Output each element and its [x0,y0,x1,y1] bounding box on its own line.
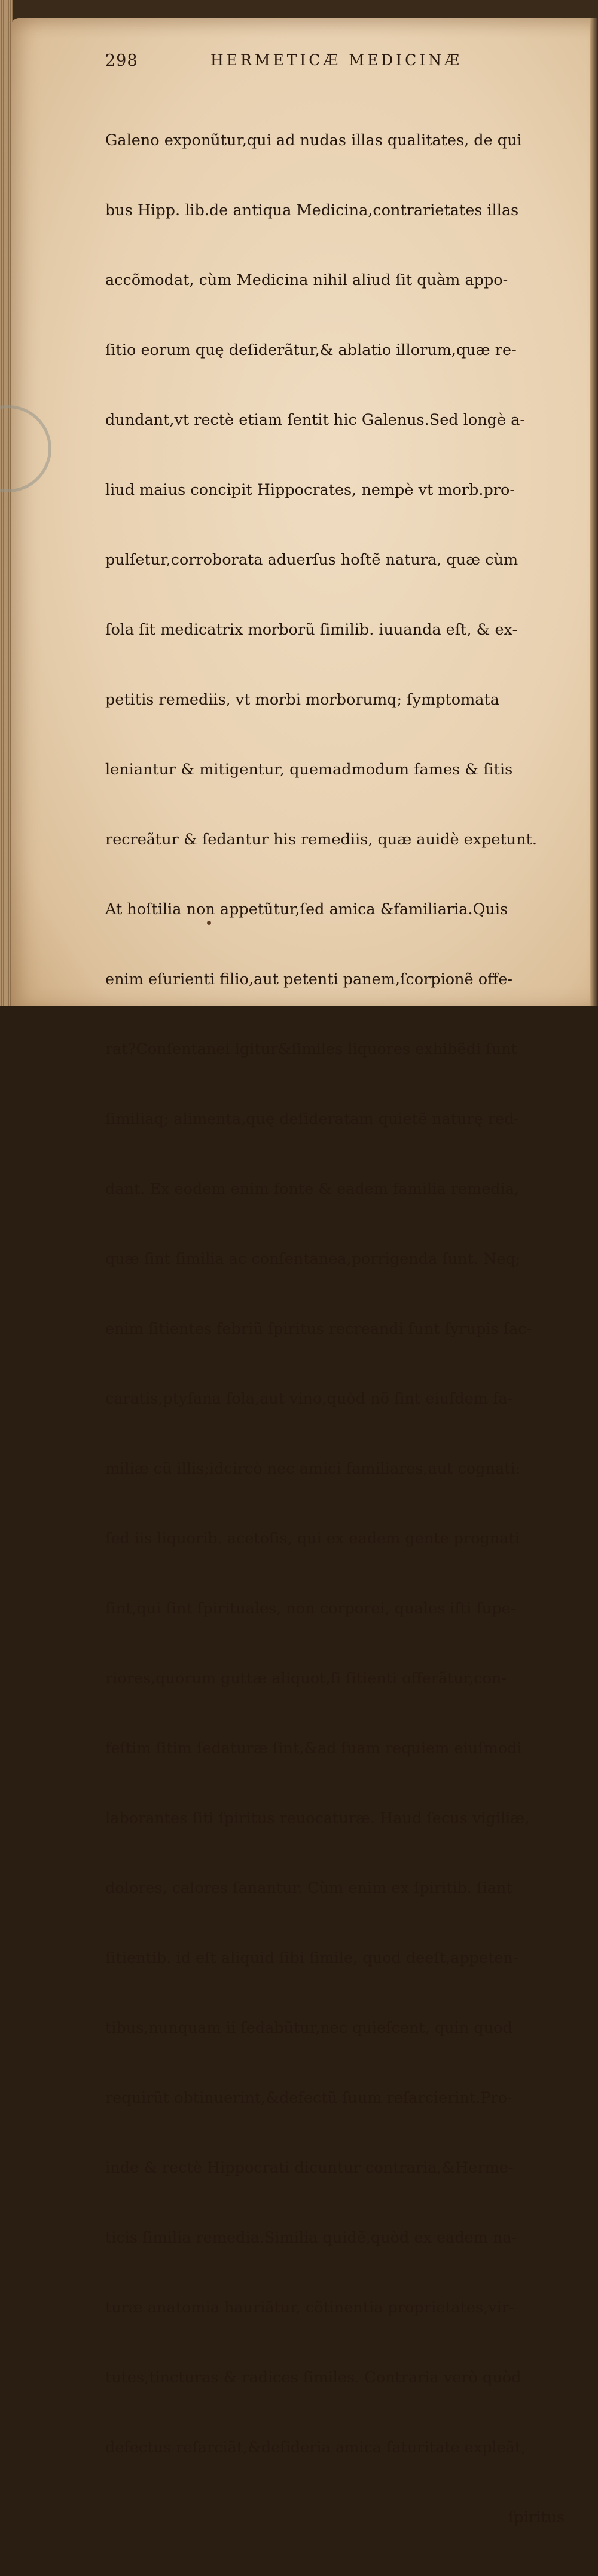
page-header [105,49,488,73]
text-line: leniantur & mitigentur, quemadmodum fames & ſitis [105,761,513,779]
text-line: Galeno exponũtur,qui ad nudas illas qualitates, de qui [105,131,522,149]
text-line: liud maius concipit Hippocrates, nempè vt morb.pro- [105,481,515,499]
text-line: laborantes ſiti ſpiritus reuocaturæ. Haud ſecus vigiliæ, [105,1809,530,1827]
text-line: bus Hipp. lib.de antiqua Medicina,contrarietates illas [105,201,519,219]
text-line: riores,quorum guttæ aliquot,ſi ſitienti offerãtur,con- [105,1670,507,1687]
page-gutter [590,18,598,1006]
text-line: ſint,qui ſint ſpirituales, non corporei, quales iſti ſupe- [105,1600,516,1618]
text-line: enim eſurienti filio,aut petenti panem,ſcorpionẽ offe- [105,970,512,988]
catchword: ſpiritus [508,2508,565,2526]
running-title: HERMETICÆ MEDICINÆ [210,51,463,69]
text-line: turæ anatomia hauriãtur, cõtinentia proprietates,vir- [105,2299,514,2317]
text-line: requirũt obtinuerint,&defectũ ſuum reſarcierint.Pro- [105,2089,512,2107]
text-line: enim ſitientes febriũ ſpiritus recreandi ſunt ſyrupis ſac- [105,1320,532,1338]
text-line: accõmodat, cùm Medicina nihil aliud ſit quàm appo- [105,271,508,289]
text-line: tibus,nunquam ii ſedabũtur,nec quieſcent, quin quod [105,2019,512,2037]
text-line: recreãtur & ſedantur his remediis, quæ auidè expetunt. [105,831,537,849]
body-text [105,82,567,2576]
text-line: ſimiliaq; alimenta,quę deſideratam quietẽ naturę red- [105,1110,520,1128]
text-line: dundant,vt rectè etiam ſentit hic Galenus.Sed longè a- [105,411,526,429]
text-line: feſtim ſitim ſedaturæ ſint,&ad ſuam requiem eiuſmodi [105,1739,522,1757]
page-number: 298 [105,51,138,70]
text-line: ſitio eorum quę deſiderãtur,& ablatio illorum,quæ re- [105,341,517,359]
text-line: pulſetur,corroborata aduerſus hoſtẽ natura, quæ cùm [105,551,518,569]
text-line: inde & rectè Hippocrati dicuntur contraria,&Herme- [105,2159,514,2177]
text-line: ſitientib. id eſt aliquid ſibi ſimile, quod deeſt,appeten- [105,1949,518,1967]
ink-speck [207,921,211,925]
text-line: caratis,ptyſana ſola,aut vino,quòd nõ ſint eiuſdem fa- [105,1390,513,1408]
text-line: dolores, calores ſanantur. Cùm enim ex ſpiritib. ſiant [105,1879,512,1897]
text-line: ſola ſit medicatrix morborũ ſimilib. iuuanda eſt, & ex- [105,621,518,639]
text-line: rat?Conſentanei igitur&ſimiles liquores exhibẽdi ſunt [105,1040,517,1058]
text-line: defectus reſarciãt,&deſideria amica ſaturitate expleãt, [105,2439,526,2456]
text-line: ticis ſimilia remedia.Similia quidẽ,quòd ex eadem na- [105,2229,517,2247]
text-line: quæ ſint ſimilia ac conſentanea,porrigenda ſunt. Neq; [105,1250,521,1268]
text-line: petitis remediis, vt morbi morborumq; ſymptomata [105,691,499,709]
text-line: tutes,tincturas & radices ſimiles. Contraria verò quòd [105,2369,521,2387]
text-line: ſed iis liquorib. acetoſis, qui ex eadem gente prognati [105,1530,520,1548]
text-line: miliæ cũ illis;idcircò nec amici familiares,aut cognati: [105,1460,521,1478]
text-line: dant. Ex eodem enim fonte & eadem familia remedia, [105,1180,519,1198]
text-line: At hoſtilia non appetũtur,ſed amica &familiaria.Quis [105,900,508,918]
